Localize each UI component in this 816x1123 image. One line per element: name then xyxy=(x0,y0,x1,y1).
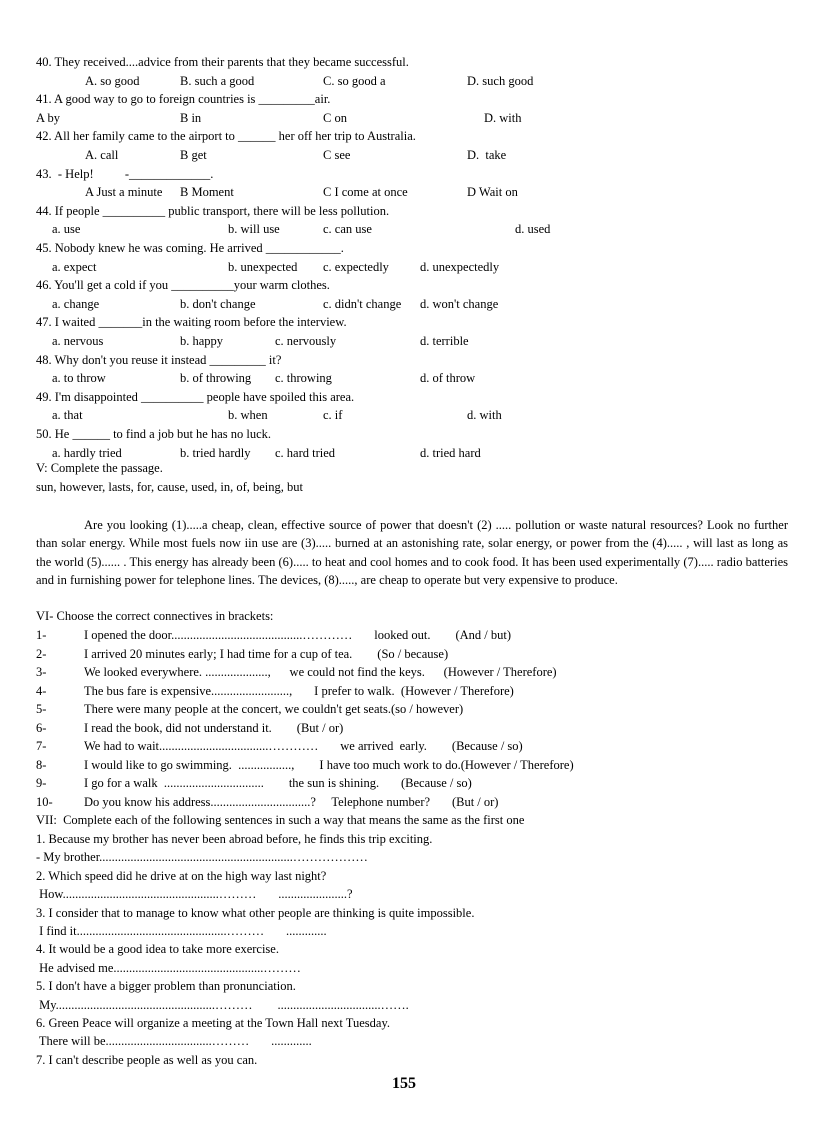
connective-item-number: 6- xyxy=(36,720,47,735)
answer-option: B. such a good xyxy=(180,73,255,88)
answer-option: B get xyxy=(180,147,207,162)
connective-item-number: 2- xyxy=(36,646,47,661)
rewrite-line: 5. I don't have a bigger problem than pronunciation. xyxy=(36,979,296,994)
answer-option: c. can use xyxy=(323,222,372,237)
answer-option: b. will use xyxy=(228,222,280,237)
answer-option: a. to throw xyxy=(52,371,106,386)
section-5-heading: V: Complete the passage. xyxy=(36,461,163,475)
section-5-word-bank: sun, however, lasts, for, cause, used, in, of, being, but xyxy=(36,480,303,494)
section-5-passage: Are you looking (1).....a cheap, clean, effective source of power that doesn't (2) ..... pollution or waste natural resources? Look no further than solar energy. While most fuels now iin use are (3)..... burned at an astonishing rate, solar energy, or power from the (4)..... , will last as long as the world (5)...... . This energy has already been (6)..... to heat and cool homes and to cook food. It has been used experimentally (7)..... radio batteries and in furnishing power for telephone lines. The devices, (8)....., are cheap to operate but very expensive to produce. xyxy=(36,518,788,588)
connective-item-text: I go for a walk ................................ the sun is shining. (Because / so) xyxy=(84,776,472,790)
connective-item-number: 3- xyxy=(36,665,47,679)
answer-option: d. used xyxy=(515,222,551,237)
answer-option: c. nervously xyxy=(275,333,337,348)
connective-item-number: 7- xyxy=(36,739,47,753)
answer-option: a. use xyxy=(52,222,81,237)
connective-item-text: I opened the door..........................................………… looked out. (And / but) xyxy=(84,628,512,642)
rewrite-line: - My brother..............................................................……………… xyxy=(36,850,368,865)
answer-option: d. terrible xyxy=(420,333,469,348)
answer-option: D Wait on xyxy=(467,185,518,200)
rewrite-line: 1. Because my brother has never been abroad before, he finds this trip exciting. xyxy=(36,832,433,846)
connective-item-text: The bus fare is expensive........................., I prefer to walk. (However / Therefore) xyxy=(84,683,514,698)
connective-item-text: We had to wait...................................………… we arrived early. (Because / so) xyxy=(84,739,523,753)
connective-item-text: Do you know his address................................? Telephone number? (But / or) xyxy=(84,794,499,809)
question-stem: 49. I'm disappointed __________ people have spoiled this area. xyxy=(36,389,355,404)
connective-item-number: 1- xyxy=(36,628,47,642)
connective-item-text: There were many people at the concert, we couldn't get seats.(so / however) xyxy=(84,702,464,716)
question-stem: 42. All her family came to the airport to ______ her off her trip to Australia. xyxy=(36,129,416,144)
answer-option: a. nervous xyxy=(52,333,104,348)
answer-option: B in xyxy=(180,110,202,125)
page-number: 155 xyxy=(392,1075,416,1092)
connective-item-number: 9- xyxy=(36,776,47,790)
answer-option: D. with xyxy=(484,110,522,125)
answer-option: C I come at once xyxy=(323,185,408,200)
answer-option: A. so good xyxy=(85,73,140,88)
connective-item-text: I arrived 20 minutes early; I had time for a cup of tea. (So / because) xyxy=(84,646,449,661)
rewrite-line: There will be..................................……… ............. xyxy=(36,1034,312,1049)
answer-option: d. with xyxy=(467,408,502,423)
answer-option: b. of throwing xyxy=(180,371,252,386)
answer-option: c. expectedly xyxy=(323,259,389,274)
question-stem: 46. You'll get a cold if you __________your warm clothes. xyxy=(36,278,330,293)
answer-option: C on xyxy=(323,110,347,125)
answer-option: A Just a minute xyxy=(85,185,163,200)
rewrite-line: My...................................................……… .................................……. xyxy=(36,997,409,1012)
section-7-heading: VII: Complete each of the following sentences in such a way that means the same as the first one xyxy=(36,813,525,827)
answer-option: B Moment xyxy=(180,185,234,200)
answer-option: b. when xyxy=(228,408,268,423)
answer-option: b. unexpected xyxy=(228,259,298,274)
answer-option: A by xyxy=(36,110,60,125)
rewrite-line: 4. It would be a good idea to take more exercise. xyxy=(36,942,279,957)
question-stem: 50. He ______ to find a job but he has no luck. xyxy=(36,427,272,441)
question-stem: 41. A good way to go to foreign countries is _________air. xyxy=(36,92,331,107)
answer-option: D. such good xyxy=(467,73,534,88)
answer-option: b. don't change xyxy=(180,296,256,311)
answer-option: C see xyxy=(323,147,351,162)
question-stem: 44. If people __________ public transport, there will be less pollution. xyxy=(36,203,390,218)
answer-option: c. didn't change xyxy=(323,296,402,311)
answer-option: c. throwing xyxy=(275,371,332,386)
rewrite-line: I find it................................................……… ............. xyxy=(36,924,327,938)
rewrite-line: 7. I can't describe people as well as you can. xyxy=(36,1052,258,1067)
rewrite-line: How..................................................……… ......................? xyxy=(36,887,353,902)
rewrite-line: 6. Green Peace will organize a meeting at the Town Hall next Tuesday. xyxy=(36,1016,391,1030)
answer-option: b. tried hardly xyxy=(180,445,251,460)
question-stem: 48. Why don't you reuse it instead _________ it? xyxy=(36,352,282,367)
question-stem: 40. They received....advice from their parents that they became successful. xyxy=(36,55,409,69)
connective-item-text: I would like to go swimming. ................., I have too much work to do.(However / Therefore) xyxy=(84,757,574,772)
rewrite-line: He advised me................................................……… xyxy=(36,960,301,975)
answer-option: b. happy xyxy=(180,333,224,348)
answer-option: d. of throw xyxy=(420,371,476,386)
rewrite-line: 3. I consider that to manage to know what other people are thinking is quite impossible. xyxy=(36,905,475,920)
answer-option: d. tried hard xyxy=(420,445,481,460)
question-stem: 47. I waited _______in the waiting room before the interview. xyxy=(36,315,347,330)
connective-item-text: I read the book, did not understand it. (But / or) xyxy=(84,720,344,735)
section-6-heading: VI- Choose the correct connectives in brackets: xyxy=(36,609,274,623)
answer-option: c. hard tried xyxy=(275,445,336,460)
answer-option: a. hardly tried xyxy=(52,445,122,460)
answer-option: d. won't change xyxy=(420,296,499,311)
connective-item-text: We looked everywhere. ...................., we could not find the keys. (However / Therefore) xyxy=(84,665,557,679)
answer-option: C. so good a xyxy=(323,73,386,88)
connective-item-number: 5- xyxy=(36,702,47,716)
connective-item-number: 8- xyxy=(36,757,47,772)
connective-item-number: 4- xyxy=(36,683,47,698)
rewrite-line: 2. Which speed did he drive at on the high way last night? xyxy=(36,868,327,883)
answer-option: a. expect xyxy=(52,259,97,274)
answer-option: a. change xyxy=(52,296,100,311)
answer-option: D. take xyxy=(467,147,507,162)
answer-option: c. if xyxy=(323,408,343,423)
question-stem: 43. - Help! -_____________. xyxy=(36,166,214,181)
answer-option: d. unexpectedly xyxy=(420,259,500,274)
question-stem: 45. Nobody knew he was coming. He arrived ____________. xyxy=(36,241,344,255)
answer-option: A. call xyxy=(85,147,119,162)
answer-option: a. that xyxy=(52,408,83,423)
connective-item-number: 10- xyxy=(36,794,53,809)
